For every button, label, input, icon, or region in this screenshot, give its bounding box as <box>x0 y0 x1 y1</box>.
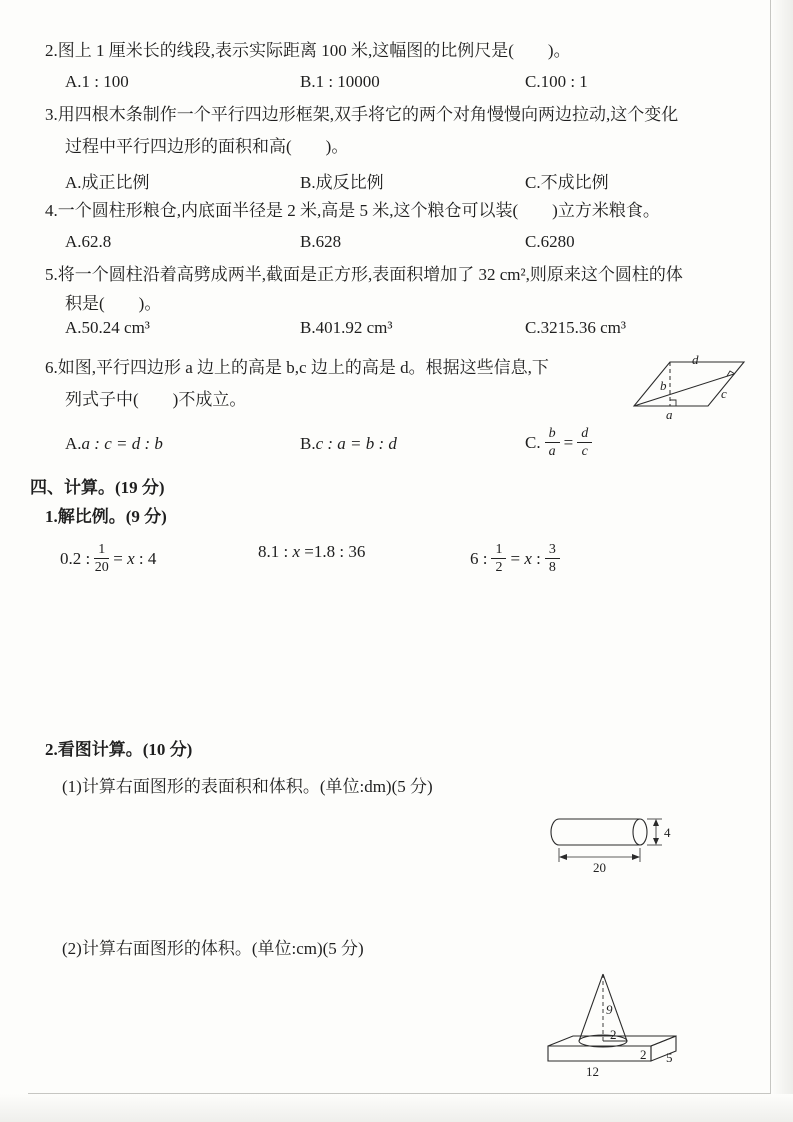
arrow-down <box>653 838 659 845</box>
arrow-left <box>559 854 567 860</box>
height-d-line <box>634 374 734 406</box>
question-6-line2: 列式子中( )不成立。 <box>65 390 247 409</box>
q6-option-b: B.c : a = b : d <box>300 434 397 453</box>
cone-left-side <box>579 974 603 1041</box>
q6-option-c: C. $\frac{b}{a}$ = $\frac{d}{c}$ <box>525 426 596 462</box>
box-front-face <box>548 1046 651 1061</box>
label-b: b <box>660 378 667 393</box>
part-1-title: 1.解比例。(9 分) <box>45 507 167 526</box>
proportion-eq-1: 0.2 : $\frac{1}{20}$ = x : 4 <box>60 542 157 575</box>
scan-edge-bottom <box>28 1093 771 1094</box>
proportion-eq-2: 8.1 : x =1.8 : 36 <box>258 542 366 561</box>
q4-option-c: C.6280 <box>525 232 575 251</box>
arrow-up <box>653 819 659 826</box>
question-4-text: 4.一个圆柱形粮仓,内底面半径是 2 米,高是 5 米,这个粮仓可以装( )立方米粮食。 <box>45 201 660 220</box>
box-depth-label: 5 <box>666 1050 673 1065</box>
box-thickness-label: 2 <box>640 1047 647 1062</box>
q4-options-row <box>65 232 575 252</box>
q6-options-row <box>65 426 596 462</box>
q5-option-a: A.50.24 cm³ <box>65 318 150 337</box>
label-a: a <box>666 407 673 422</box>
proportion-eq-3: 6 : $\frac{1}{2}$ = x : $\frac{3}{8}$ <box>470 542 564 578</box>
label-c: c <box>721 386 727 401</box>
question-3-line1: 3.用四根木条制作一个平行四边形框架,双手将它的两个对角慢慢向两边拉动,这个变化 <box>45 105 679 124</box>
parallelogram-outline <box>634 362 744 406</box>
label-d: d <box>692 352 699 367</box>
q3-option-b: B.成反比例 <box>300 173 384 192</box>
question-2-text: 2.图上 1 厘米长的线段,表示实际距离 100 米,这幅图的比例尺是( )。 <box>45 41 571 60</box>
q4-option-a: A.62.8 <box>65 232 112 251</box>
parallelogram-figure <box>622 350 757 427</box>
scan-margin-right <box>771 0 793 1122</box>
question-5-line1: 5.将一个圆柱沿着高劈成两半,截面是正方形,表面积增加了 32 cm²,则原来这个圆柱的体 <box>45 265 683 284</box>
q4-option-b: B.628 <box>300 232 342 251</box>
q6-option-a: A.a : c = d : b <box>65 434 163 453</box>
q5-option-b: B.401.92 cm³ <box>300 318 393 337</box>
q2-options-row <box>65 72 588 92</box>
q5-options-row <box>65 318 626 338</box>
q5-option-c: C.3215.36 cm³ <box>525 318 626 337</box>
q2-option-c: C.100 : 1 <box>525 72 588 91</box>
q3-option-c: C.不成比例 <box>525 173 609 192</box>
q2-option-a: A.1 : 100 <box>65 72 129 91</box>
arrow-right <box>632 854 640 860</box>
q2-option-b: B.1 : 10000 <box>300 72 380 91</box>
section-4-title: 四、计算。(19 分) <box>30 478 165 497</box>
cone-height-label: 9 <box>606 1002 613 1017</box>
box-length-label: 12 <box>586 1064 599 1079</box>
part-2-title: 2.看图计算。(10 分) <box>45 740 193 759</box>
cylinder-right-end <box>633 819 647 845</box>
question-6-line1: 6.如图,平行四边形 a 边上的高是 b,c 边上的高是 d。根据这些信息,下 <box>45 358 549 377</box>
cone-on-box-figure <box>540 966 705 1089</box>
part-2-sub1: (1)计算右面图形的表面积和体积。(单位:dm)(5 分) <box>62 777 433 796</box>
cone-radius-label: 2 <box>610 1027 617 1042</box>
question-3-line2: 过程中平行四边形的面积和高( )。 <box>65 137 349 156</box>
part-2-sub2: (2)计算右面图形的体积。(单位:cm)(5 分) <box>62 939 364 958</box>
q3-option-a: A.成正比例 <box>65 173 150 192</box>
cylinder-diameter-label: 4 <box>664 825 671 840</box>
right-angle-mark-a <box>670 400 676 406</box>
cylinder-left-cap <box>551 819 559 845</box>
question-5-line2: 积是( )。 <box>65 294 162 313</box>
scan-margin-bottom <box>0 1094 793 1122</box>
cylinder-figure <box>543 812 683 881</box>
scan-edge-right <box>770 0 771 1094</box>
q3-options-row <box>65 168 609 193</box>
cylinder-length-label: 20 <box>593 860 606 875</box>
